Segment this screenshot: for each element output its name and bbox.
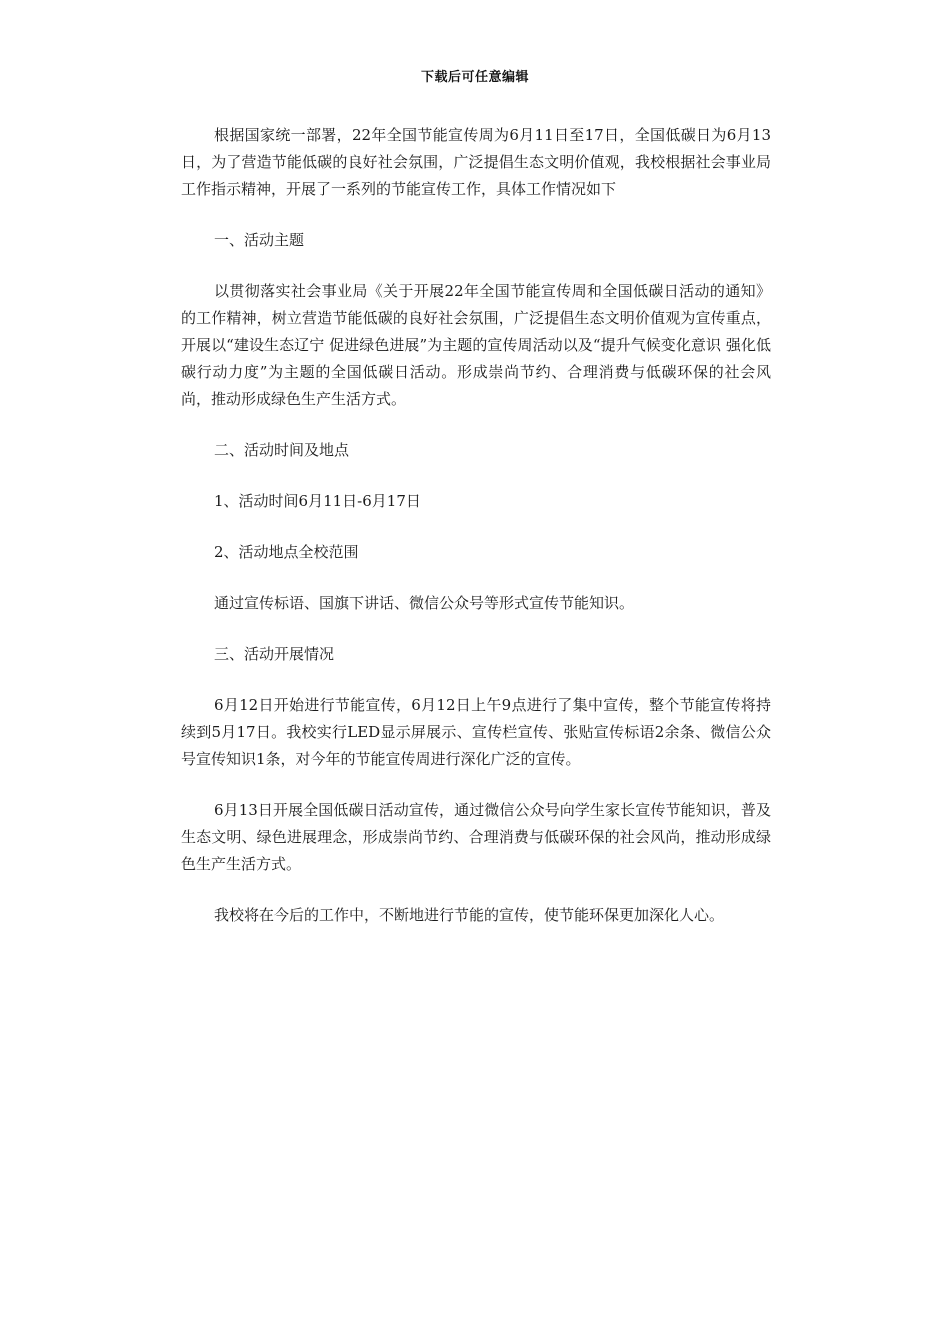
document-body <box>181 122 771 953</box>
section1-paragraph: 以贯彻落实社会事业局《关于开展22年全国节能宣传周和全国低碳日活动的通知》的工作精神，树立营造节能低碳的良好社会氛围，广泛提倡生态文明价值观为宣传重点，开展以“建设生态辽宁 促进绿色进展”为主题的宣传周活动以及“提升气候变化意识 强化低碳行动力度”为主题的全国低碳日活动。形成崇尚节约、合理消费与低碳环保的社会风尚，推动形成绿色生产生活方式。 <box>181 282 771 408</box>
section2-item-location: 2、活动地点全校范围 <box>214 543 359 561</box>
section3-paragraph-1: 6月12日开始进行节能宣传，6月12日上午9点进行了集中宣传，整个节能宣传将持续到5月17日。我校实行LED显示屏展示、宣传栏宣传、张贴宣传标语2余条、微信公众号宣传知识1条，对今年的节能宣传周进行深化广泛的宣传。 <box>181 696 771 768</box>
section3-heading: 三、活动开展情况 <box>214 645 335 663</box>
section1-heading: 一、活动主题 <box>214 231 305 249</box>
section2-paragraph: 通过宣传标语、国旗下讲话、微信公众号等形式宣传节能知识。 <box>214 594 635 612</box>
section2-heading: 二、活动时间及地点 <box>214 441 350 459</box>
section2-item-time: 1、活动时间6月11日-6月17日 <box>214 492 421 510</box>
closing-paragraph: 我校将在今后的工作中，不断地进行节能的宣传，使节能环保更加深化人心。 <box>214 906 725 924</box>
page-header: 下载后可任意编辑 <box>420 70 529 85</box>
section3-paragraph-2: 6月13日开展全国低碳日活动宣传，通过微信公众号向学生家长宣传节能知识，普及生态文明、绿色进展理念，形成崇尚节约、合理消费与低碳环保的社会风尚，推动形成绿色生产生活方式。 <box>181 801 771 873</box>
intro-paragraph: 根据国家统一部署，22年全国节能宣传周为6月11日至17日，全国低碳日为6月13日，为了营造节能低碳的良好社会氛围，广泛提倡生态文明价值观，我校根据社会事业局工作指示精神，开展了一系列的节能宣传工作，具体工作情况如下 <box>181 126 771 198</box>
